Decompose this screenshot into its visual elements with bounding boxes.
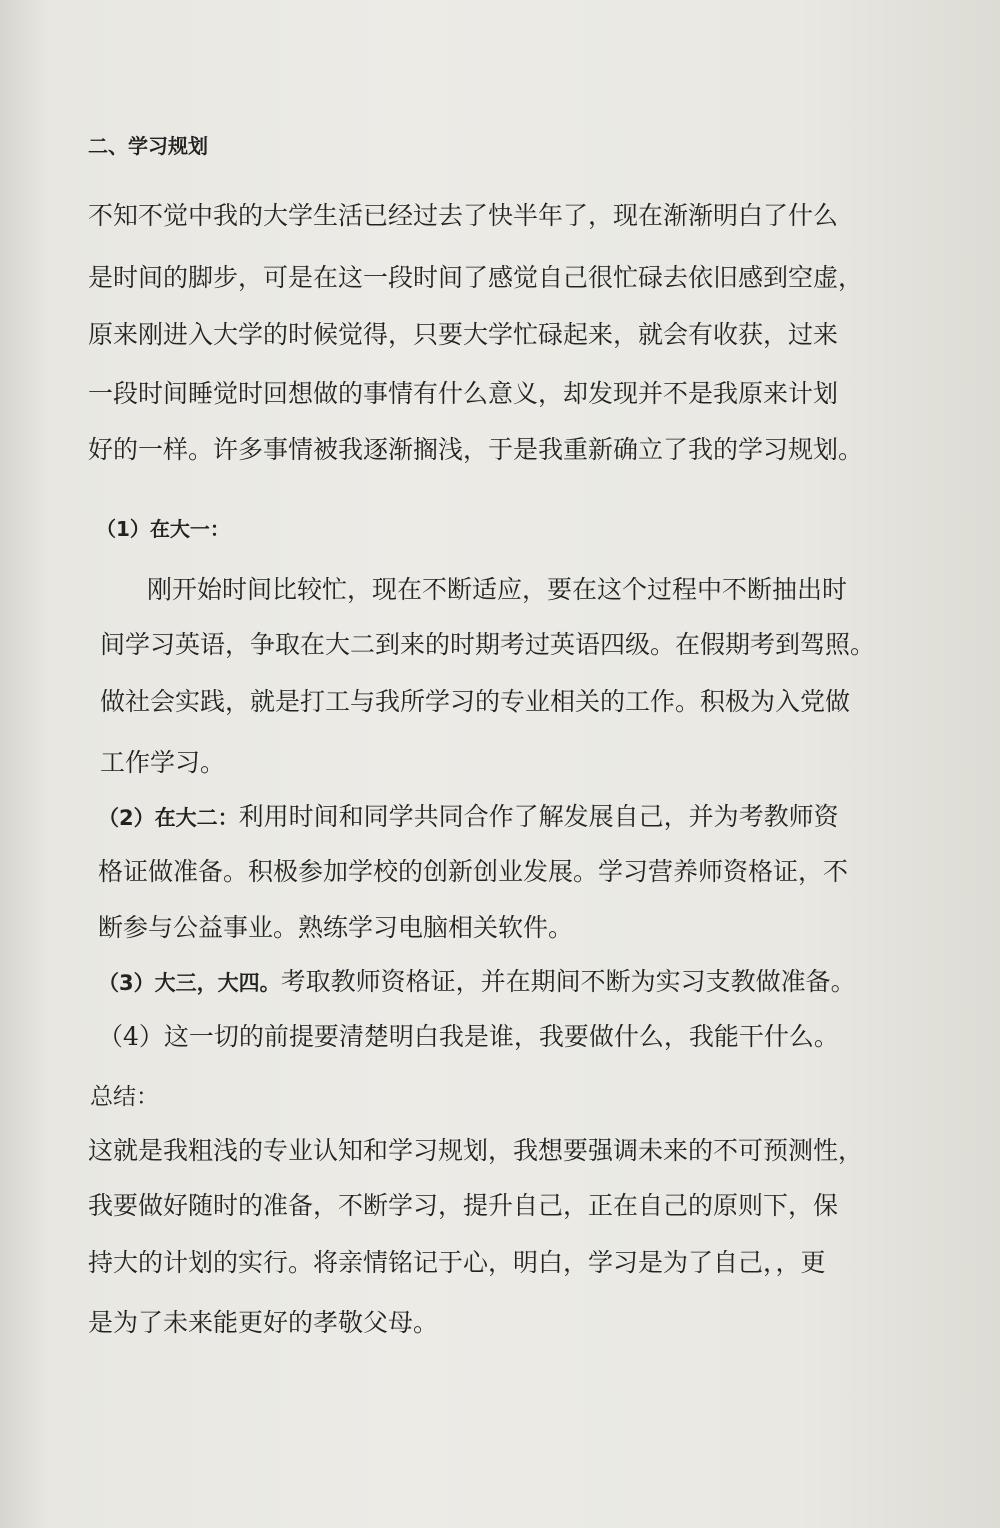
- year2-line: 断参与公益事业。熟练学习电脑相关软件。: [98, 913, 574, 942]
- point4-line: （4）这一切的前提要清楚明白我是谁，我要做什么，我能干什么。: [98, 1022, 839, 1051]
- year2-label: （2）在大二：: [98, 806, 239, 830]
- summary-label: 总结：: [90, 1084, 159, 1110]
- year2-first-line: [98, 804, 839, 829]
- year1-line: 刚开始时间比较忙，现在不断适应，要在这个过程中不断抽出时: [147, 575, 848, 604]
- year1-line: 做社会实践，就是打工与我所学习的专业相关的工作。积极为入党做: [100, 687, 851, 716]
- section-heading: 二、学习规划: [88, 134, 208, 158]
- year34-line: [98, 969, 856, 994]
- intro-line: 好的一样。许多事情被我逐渐搁浅，于是我重新确立了我的学习规划。: [88, 435, 864, 464]
- year2-first-text: 利用时间和同学共同合作了解发展自己，并为考教师资: [238, 802, 839, 831]
- year2-line: 格证做准备。积极参加学校的创新创业发展。学习营养师资格证，不: [98, 857, 849, 886]
- year34-label: （3）大三，大四。: [98, 971, 281, 995]
- year1-line: 工作学习。: [100, 748, 226, 777]
- year1-label: （1）在大一：: [96, 517, 230, 541]
- year1-line: 间学习英语，争取在大二到来的时期考过英语四级。在假期考到驾照。: [100, 630, 876, 659]
- summary-line: 这就是我粗浅的专业认知和学习规划，我想要强调未来的不可预测性，: [88, 1136, 864, 1165]
- intro-line: 不知不觉中我的大学生活已经过去了快半年了，现在渐渐明白了什么: [88, 201, 839, 230]
- year34-text: 考取教师资格证，并在期间不断为实习支教做准备。: [280, 967, 856, 996]
- summary-line: 我要做好随时的准备，不断学习，提升自己，正在自己的原则下，保: [88, 1191, 839, 1220]
- summary-line: 持大的计划的实行。将亲情铭记于心，明白，学习是为了自己，，更: [88, 1248, 826, 1277]
- intro-line: 是时间的脚步，可是在这一段时间了感觉自己很忙碌去依旧感到空虚，: [88, 263, 864, 292]
- intro-line: 原来刚进入大学的时候觉得，只要大学忙碌起来，就会有收获，过来: [88, 320, 839, 349]
- intro-line: 一段时间睡觉时回想做的事情有什么意义，却发现并不是我原来计划: [88, 379, 839, 408]
- summary-line: 是为了未来能更好的孝敬父母。: [88, 1308, 439, 1337]
